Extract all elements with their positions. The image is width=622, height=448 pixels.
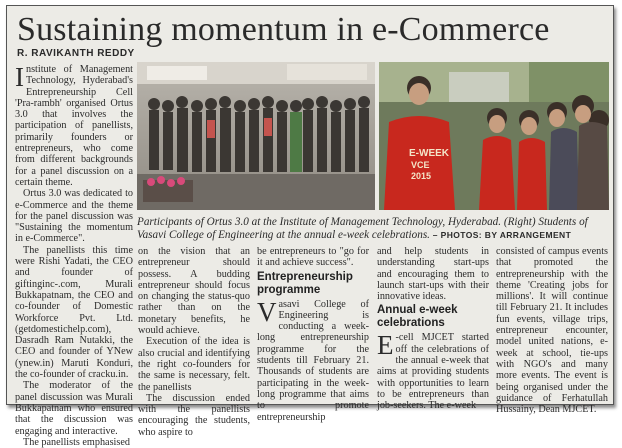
col1-paragraph-5: The panellists emphasised [23,436,130,448]
shirt-text-2: VCE [411,160,430,170]
drop-cap: V [257,296,277,327]
photo-caption [137,216,607,242]
photo-eweek-image [379,62,609,210]
col4-paragraph-1: and help students in understanding start-ups and encouraging them to launch start-ups with their innovative ideas. [377,246,489,303]
article-column-1 [15,64,133,448]
newspaper-clipping [6,5,614,448]
article-column-4 [377,246,489,412]
col4-paragraph-2: E -cell MJCET started off the celebrations of the annual e-week that aims at providing students with opportunities to learn to be entrepreneurs than job-seekers. The e-week [377,330,489,412]
col5-paragraph-1: consisted of campus events that promoted the entrepreneurship with the theme 'Creating jobs for millions'. It will continue till February 21. It includes fun events, village trips, entrepreneur encounter, model united nations, e-week at school, tie-ups with NGO's and many more events. The event is being organised under the guidance of Ferhatullah Hussainy, Dean MJCET. [496,246,608,416]
col2-paragraph-1: on the vision that an entrepreneur should possess. A budding entrepreneur should focus on changing the status-quo rather than on the monetary benefits, he would achieve. [138,246,250,337]
article-column-2 [138,246,250,438]
headline: Sustaining momentum in e-Commerce [17,11,550,48]
article-column-5 [496,246,608,415]
photo-participants-image [137,62,375,210]
shirt-text-1: E-WEEK [409,148,449,159]
shirt-text-3: 2015 [411,171,432,181]
subhead-annual-eweek: Annual e-week celebrations [377,304,458,330]
photo-participants-ortus [137,62,375,210]
byline: R. RAVIKANTH REDDY [17,48,135,59]
subhead-entrepreneurship-programme: Entrepreneurship programme [257,270,353,296]
col3-paragraph-2: Vasavi College of Engineering is conducting a week-long entrepreneurship programme for the students till February 21. Thousands of students are participating in the week-long programme that aims to promote entrepreneurship [257,296,369,423]
photo-eweek-students [379,62,609,210]
photo-credit: – PHOTOS: BY ARRANGEMENT [432,230,572,240]
col1-paragraph-3: The panellists this time were Rishi Yadati, the CEO and founder of giftinginc-.com, Murali Bukkapatnam, the CEO and co-founder of Domestic Workforce Pvt. Ltd. (getdomestichelp.com), Dasradh Ram Nutakki, the CEO and founder of YNew (ynew.in) Maruti Konduri, the co-founder of cracku.in. [15,244,133,381]
col1-paragraph-4: The moderator of the panel discussion was Murali Bukkapatnam who ensured that the discussion was engaging and interactive. [15,380,133,437]
col2-paragraph-3: The discussion ended with the panellists encouraging the students, who aspire to [138,392,250,438]
col1-paragraph-1: Institute of Management Technology, Hyderabad's Entrepreneurship Cell 'Pra-rambh' organised Ortus 3.0 that involves the participation of panellists, primarily founders or entrepreneurs, who come from different backgrounds for a panel discussion on a certain theme. [15,62,133,188]
col1-paragraph-2: Ortus 3.0 was dedicated to e-Commerce and the theme for the panel discussion was "Sustaining the momentum in e-Commerce". [15,188,133,245]
col2-paragraph-2: Execution of the idea is also crucial and identifying the right co-founders for the same is necessary, felt. the panellists [138,336,250,393]
drop-cap: E [377,330,394,361]
col3-paragraph-1: be entrepreneurs to "go for it and achieve success". [257,246,369,269]
caption-text: Participants of Ortus 3.0 at the Institute of Management Technology, Hyderabad. (Right) Students of Vasavi College of Engineering at the annual e-week celebrations. [137,216,588,241]
drop-cap: I [15,62,24,92]
article-column-3 [257,246,369,423]
